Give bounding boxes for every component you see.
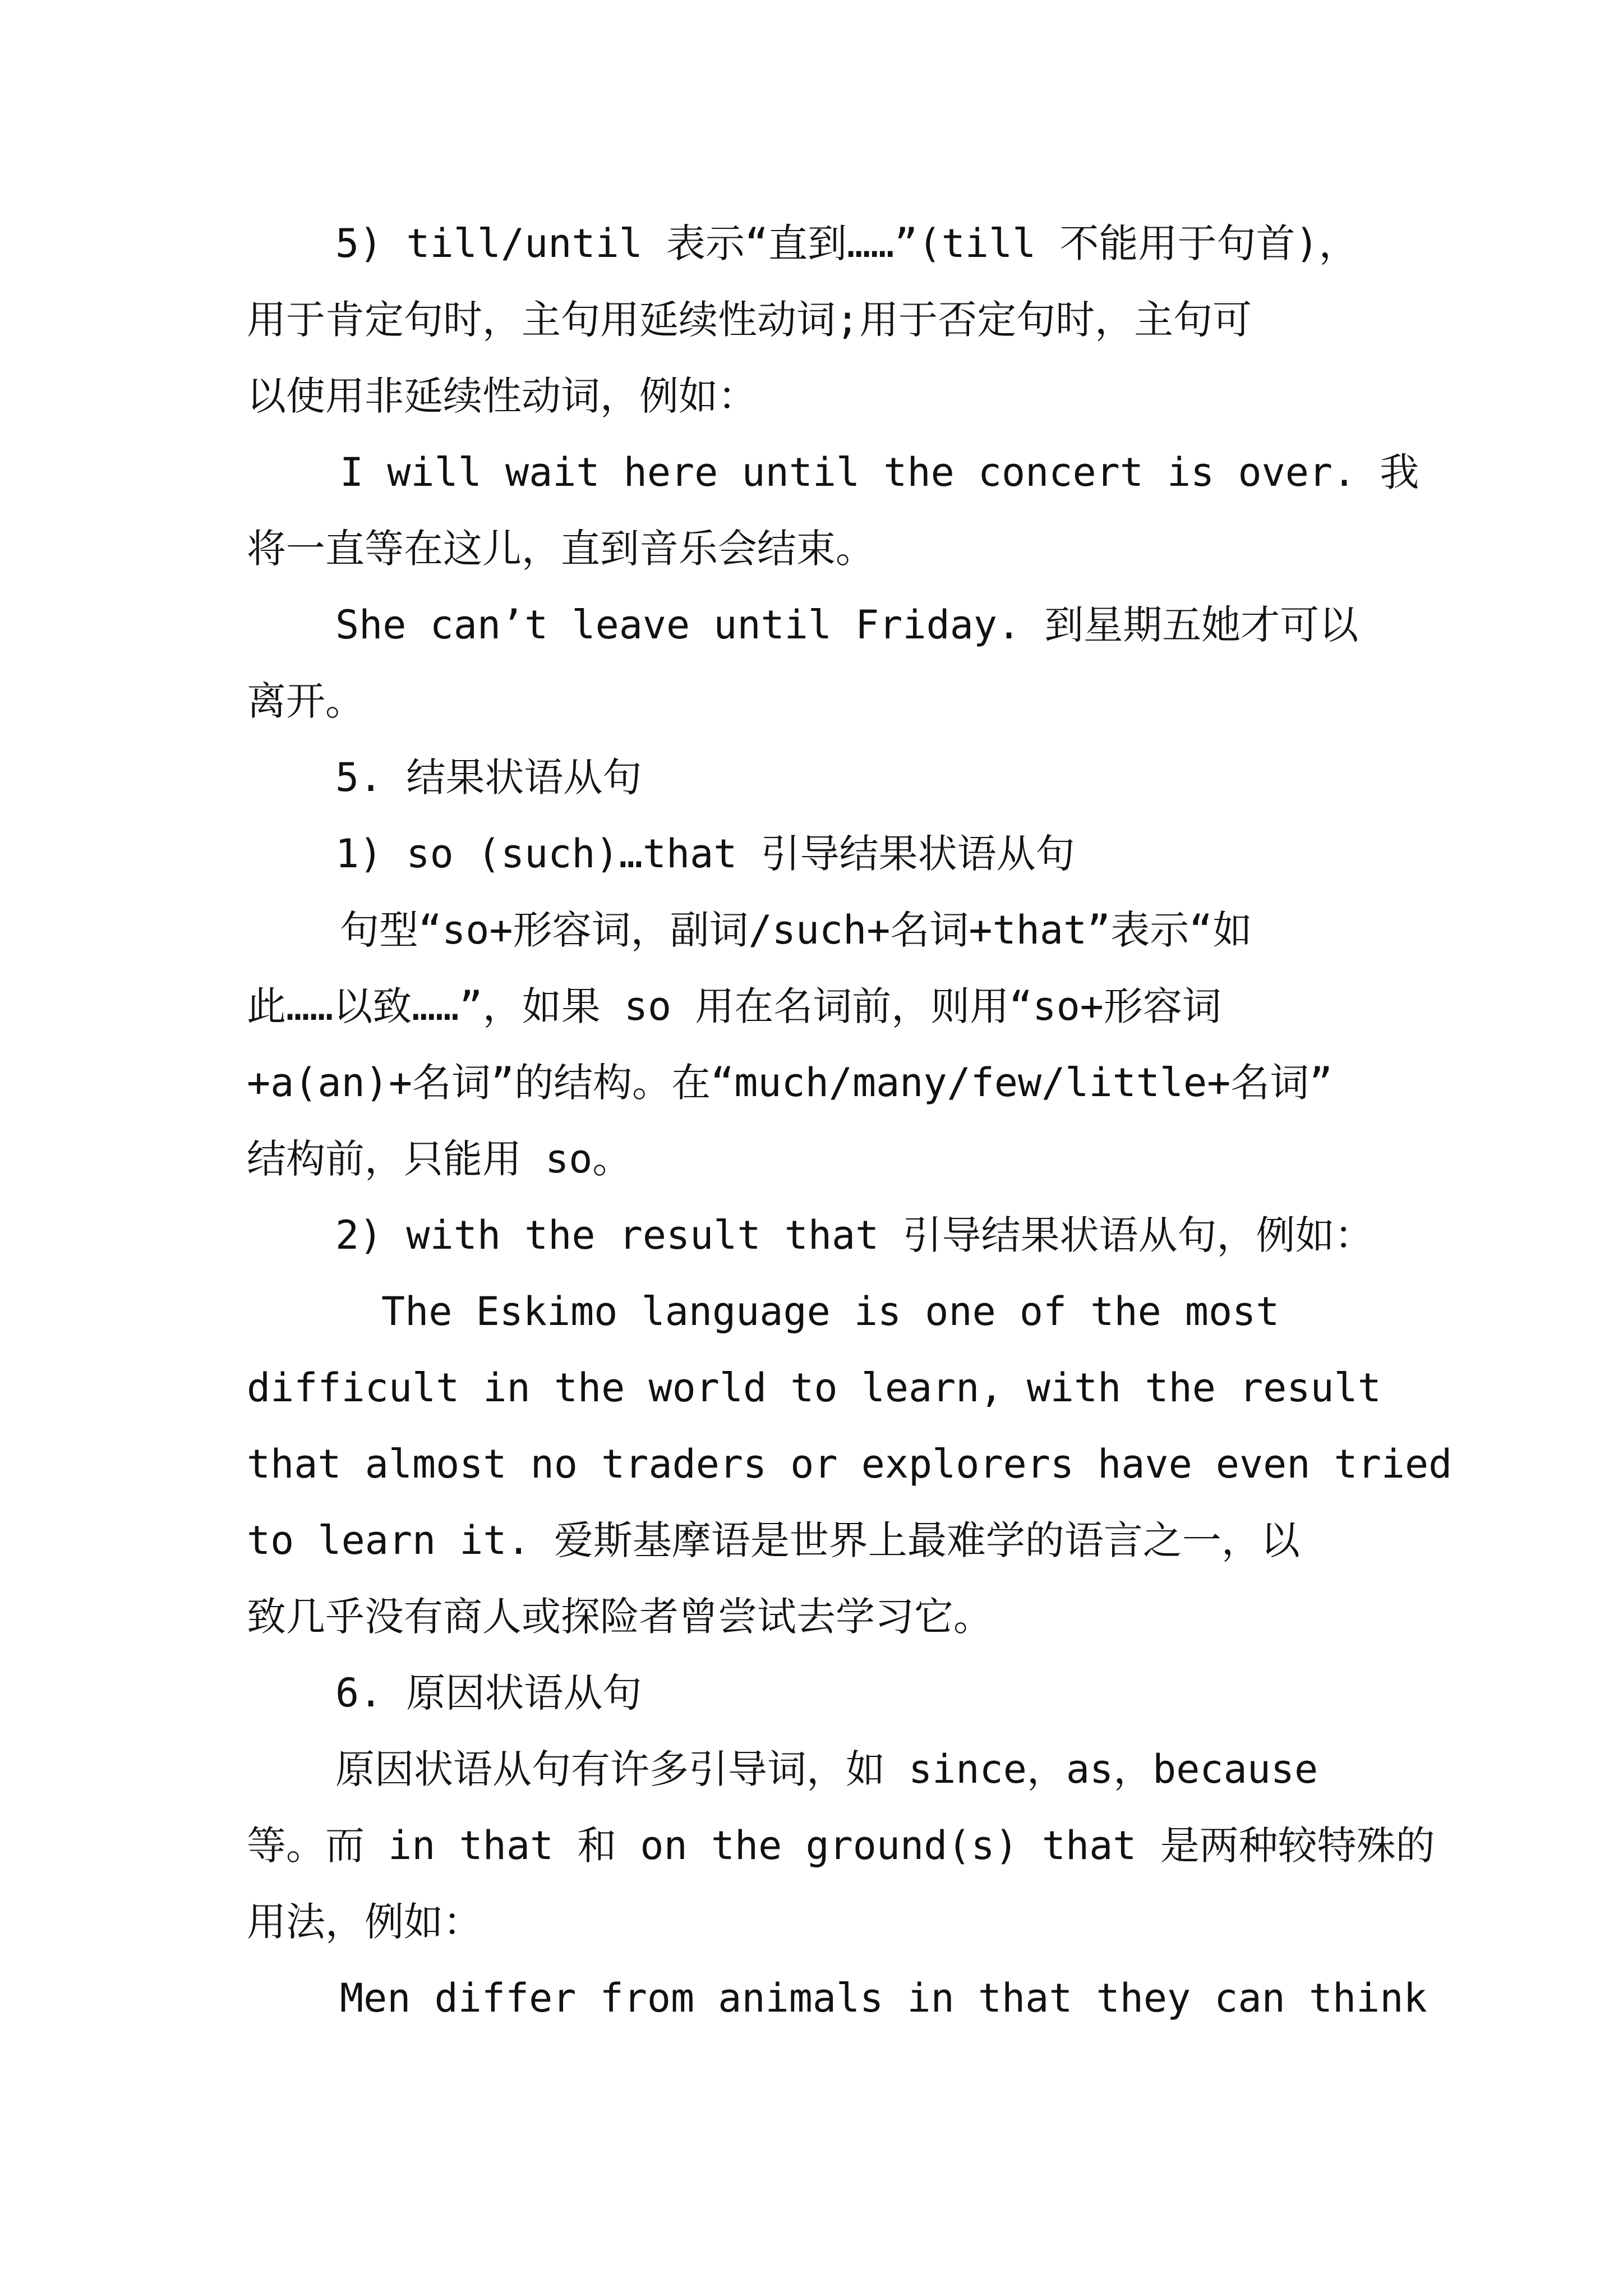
example-eskimo-line-5: 致几乎没有商人或探险者曾尝试去学习它。 — [247, 1594, 993, 1640]
paragraph-cause-line-1: 原因状语从句有许多引导词，如 since，as，because — [335, 1746, 1318, 1792]
paragraph-cause-line-2: 等。而 in that 和 on the ground(s) that 是两种较特殊的 — [247, 1823, 1435, 1869]
example-friday-line-1: She can’t leave until Friday. 到星期五她才可以 — [335, 602, 1359, 648]
subheading-with-the-result-that: 2) with the result that 引导结果状语从句，例如： — [335, 1212, 1374, 1258]
paragraph-so-such-line-1: 句型“so+形容词，副词/such+名词+that”表示“如 — [340, 907, 1252, 953]
section-heading-cause-clause: 6. 原因状语从句 — [335, 1670, 642, 1716]
paragraph-so-such-line-2: 此……以致……”，如果 so 用在名词前，则用“so+形容词 — [247, 983, 1221, 1029]
example-eskimo-line-2: difficult in the world to learn, with the result — [247, 1365, 1381, 1411]
paragraph-till-until-line-2: 用于肯定句时，主句用延续性动词;用于否定句时，主句可 — [247, 297, 1252, 343]
example-eskimo-line-4: to learn it. 爱斯基摩语是世界上最难学的语言之一，以 — [247, 1517, 1300, 1563]
example-men-animals-line-1: Men differ from animals in that they can think — [340, 1975, 1427, 2021]
section-heading-result-clause: 5. 结果状语从句 — [335, 754, 642, 800]
paragraph-till-until-line-3: 以使用非延续性动词，例如： — [247, 373, 757, 419]
example-friday-line-2: 离开。 — [247, 678, 365, 724]
example-concert-line-1: I will wait here until the concert is over. 我 — [340, 449, 1419, 495]
paragraph-till-until-line-1: 5) till/until 表示“直到……”(till 不能用于句首)， — [335, 220, 1358, 266]
example-eskimo-line-3: that almost no traders or explorers have even tried — [247, 1441, 1453, 1487]
example-eskimo-line-1: The Eskimo language is one of the most — [381, 1289, 1280, 1335]
example-concert-line-2: 将一直等在这儿，直到音乐会结束。 — [247, 526, 875, 572]
paragraph-so-such-line-3: +a(an)+名词”的结构。在“much/many/few/little+名词” — [247, 1060, 1333, 1106]
paragraph-cause-line-3: 用法，例如： — [247, 1899, 482, 1945]
paragraph-so-such-line-4: 结构前，只能用 so。 — [247, 1136, 632, 1182]
subheading-so-such-that: 1) so (such)…that 引导结果状语从句 — [335, 831, 1075, 877]
